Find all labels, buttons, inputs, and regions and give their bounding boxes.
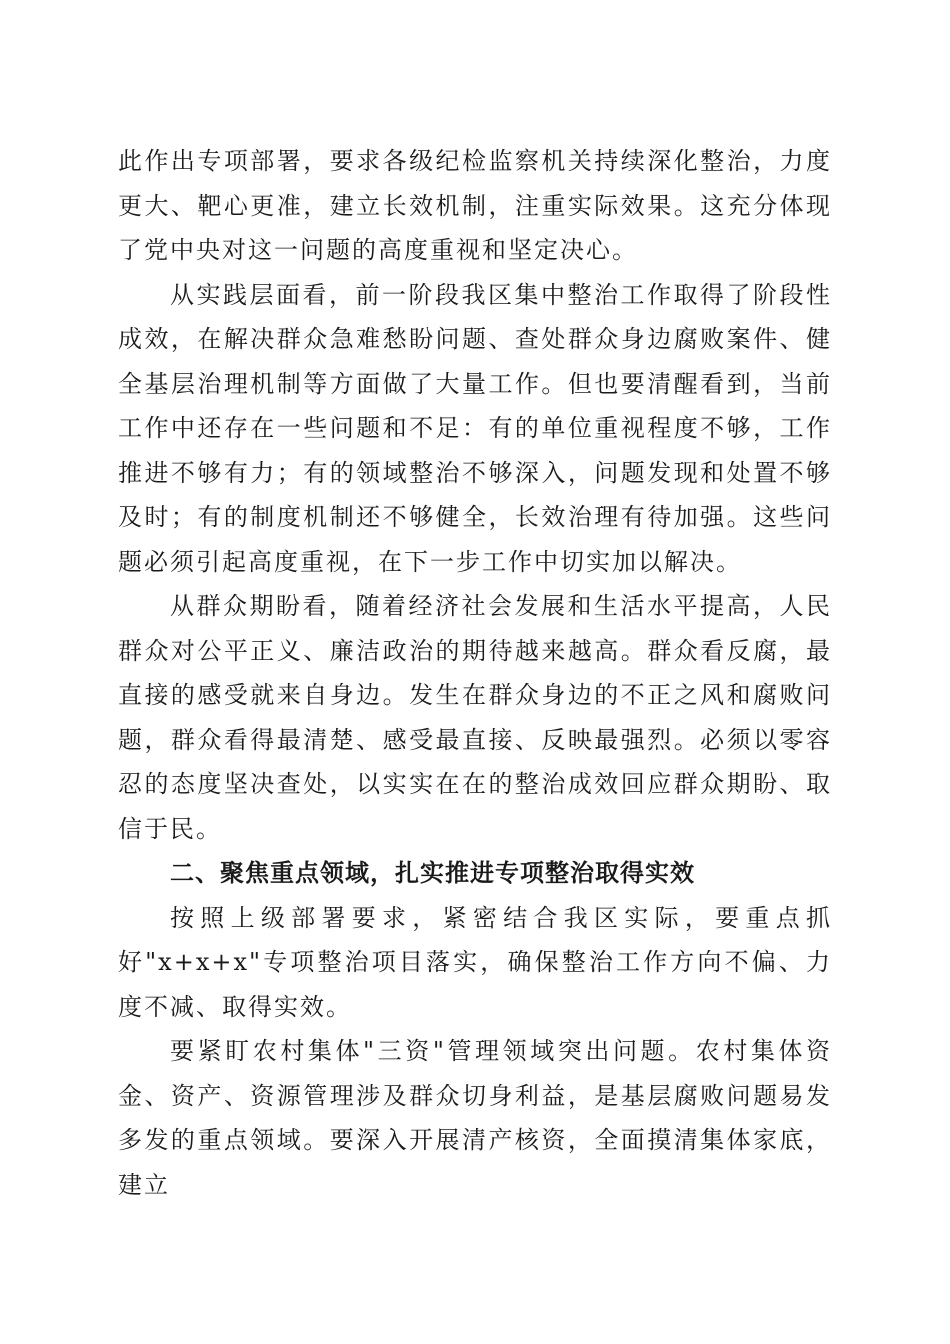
paragraph-continued: 此作出专项部署，要求各级纪检监察机关持续深化整治，力度更大、靶心更准，建立长效机制，注重实际效果。这充分体现了党中央对这一问题的高度重视和坚定决心。 [118,147,832,264]
section-heading-2: 二、聚焦重点领域，扎实推进专项整治取得实效 [170,859,695,887]
paragraph-deployment: 按照上级部署要求，紧密结合我区实际，要重点抓好"x+x+x"专项整治项目落实，确保整治工作方向不偏、力度不减、取得实效。 [118,903,832,1021]
paragraph-public-expectation: 从群众期盼看，随着经济社会发展和生活水平提高，人民群众对公平正义、廉洁政治的期待越来越高。群众看反腐，最直接的感受就来自身边。发生在群众身边的不正之风和腐败问题，群众看得最清楚、感受最直接、反映最强烈。必须以零容忍的态度坚决查处，以实实在在的整治成效回应群众期盼、取信于民。 [118,592,832,843]
document-body [118,139,832,1207]
paragraph-rural-assets: 要紧盯农村集体"三资"管理领域突出问题。农村集体资金、资产、资源管理涉及群众切身利益，是基层腐败问题易发多发的重点领域。要深入开展清产核资，全面摸清集体家底，建立 [118,1037,832,1199]
paragraph-practice: 从实践层面看，前一阶段我区集中整治工作取得了阶段性成效，在解决群众急难愁盼问题、查处群众身边腐败案件、健全基层治理机制等方面做了大量工作。但也要清醒看到，当前工作中还存在一些问题和不足：有的单位重视程度不够，工作推进不够有力；有的领域整治不够深入，问题发现和处置不够及时；有的制度机制还不够健全，长效治理有待加强。这些问题必须引起高度重视，在下一步工作中切实加以解决。 [118,280,832,576]
